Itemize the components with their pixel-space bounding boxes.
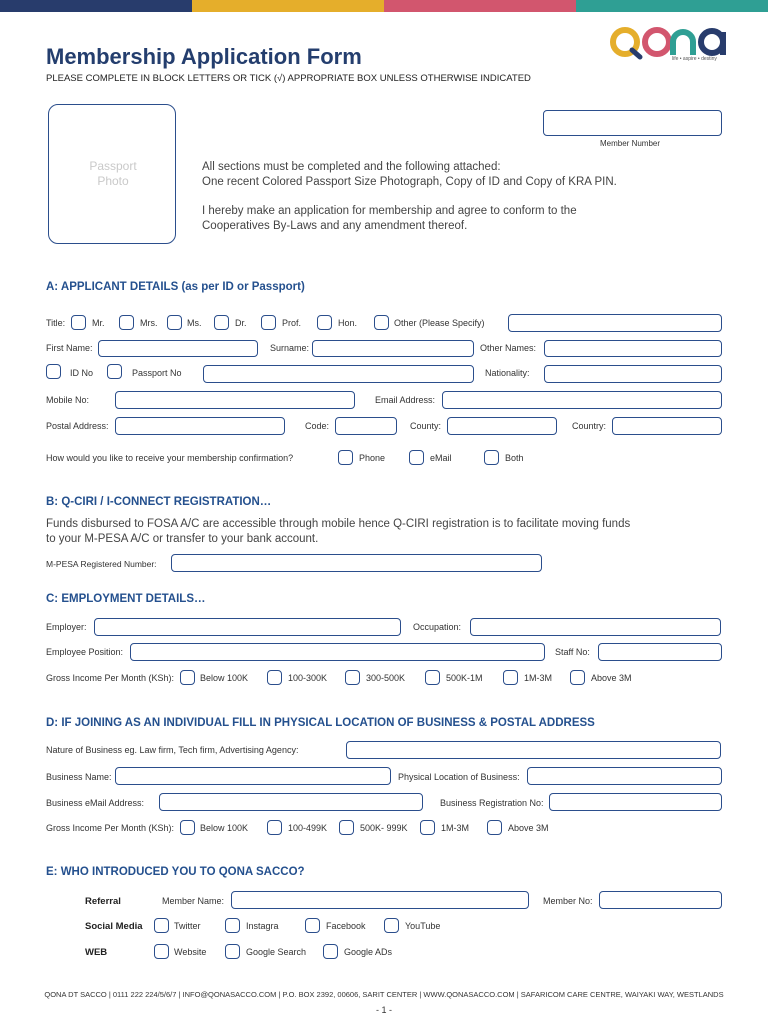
intro-line-4: Cooperatives By-Laws and any amendment thereof. <box>202 220 468 232</box>
web-google-ads-checkbox[interactable] <box>323 944 338 959</box>
title-dr-checkbox[interactable] <box>214 315 229 330</box>
title-prof-checkbox[interactable] <box>261 315 276 330</box>
section-a-heading: A: APPLICANT DETAILS (as per ID or Passport) <box>46 281 305 293</box>
bus-income-above3m-checkbox[interactable] <box>487 820 502 835</box>
email-label: Email Address: <box>375 395 436 405</box>
emp-income-below100k-label: Below 100K <box>200 673 249 683</box>
confirm-email-label: eMail <box>430 453 452 463</box>
confirm-phone-checkbox[interactable] <box>338 450 353 465</box>
title-hon-label: Hon. <box>338 318 358 328</box>
bus-income-1m-3m-checkbox[interactable] <box>420 820 435 835</box>
employee-position-field[interactable] <box>130 643 545 661</box>
confirm-both-label: Both <box>505 453 524 463</box>
id-passport-field[interactable] <box>203 365 474 383</box>
physical-location-label: Physical Location of Business: <box>398 772 520 782</box>
business-name-field[interactable] <box>115 767 391 785</box>
web-google-search-label: Google Search <box>246 947 307 957</box>
country-label: Country: <box>572 421 607 431</box>
intro-line-2: One recent Colored Passport Size Photograph, Copy of ID and Copy of KRA PIN. <box>202 176 617 188</box>
social-instagram-checkbox[interactable] <box>225 918 240 933</box>
mpesa-field[interactable] <box>171 554 542 572</box>
title-dr-label: Dr. <box>235 318 247 328</box>
passport-no-checkbox[interactable] <box>107 364 122 379</box>
first-name-field[interactable] <box>98 340 258 357</box>
employer-label: Employer: <box>46 622 87 632</box>
logo-tagline: life • aspire • destiny <box>672 56 717 62</box>
code-label: Code: <box>305 421 330 431</box>
emp-income-above3m-label: Above 3M <box>591 673 632 683</box>
page-subtitle: PLEASE COMPLETE IN BLOCK LETTERS OR TICK (√) APPROPRIATE BOX UNLESS OTHERWISE INDICATED <box>46 73 531 84</box>
social-instagram-label: Instagra <box>246 921 279 931</box>
bus-income-below100k-label: Below 100K <box>200 823 249 833</box>
postal-address-field[interactable] <box>115 417 285 435</box>
bus-income-above3m-label: Above 3M <box>508 823 549 833</box>
title-other-field[interactable] <box>508 314 722 332</box>
section-b-para-1: Funds disbursed to FOSA A/C are accessible through mobile hence Q-CIRI registration is to facilitate moving funds <box>46 518 631 530</box>
nationality-field[interactable] <box>544 365 722 383</box>
code-field[interactable] <box>335 417 397 435</box>
title-ms-checkbox[interactable] <box>167 315 182 330</box>
web-label: WEB <box>85 947 108 958</box>
employer-field[interactable] <box>94 618 401 636</box>
intro-line-3: I hereby make an application for membership and agree to conform to the <box>202 205 577 217</box>
social-twitter-checkbox[interactable] <box>154 918 169 933</box>
id-no-label: ID No <box>70 368 94 378</box>
page-title: Membership Application Form <box>46 44 362 69</box>
mpesa-label: M-PESA Registered Number: <box>46 559 157 569</box>
social-facebook-checkbox[interactable] <box>305 918 320 933</box>
social-facebook-label: Facebook <box>326 921 366 931</box>
title-mrs-checkbox[interactable] <box>119 315 134 330</box>
title-label: Title: <box>46 318 66 328</box>
section-d-heading: D: IF JOINING AS AN INDIVIDUAL FILL IN PHYSICAL LOCATION OF BUSINESS & POSTAL ADDRESS <box>46 717 595 729</box>
business-reg-no-field[interactable] <box>549 793 722 811</box>
employment-income-label: Gross Income Per Month (KSh): <box>46 673 175 683</box>
staff-no-field[interactable] <box>598 643 722 661</box>
emp-income-100-300k-checkbox[interactable] <box>267 670 282 685</box>
section-b-para-2: to your M-PESA A/C or transfer to your bank account. <box>46 533 319 545</box>
bus-income-500-999k-label: 500K- 999K <box>360 823 408 833</box>
referral-member-name-field[interactable] <box>231 891 529 909</box>
other-names-field[interactable] <box>544 340 722 357</box>
footer-contact: QONA DT SACCO | 0111 222 224/5/6/7 | INFO@QONASACCO.COM | P.O. BOX 2392, 00606, SARIT CENTER | WWW.QONASACCO.COM | SAFARICOM CARE CENTRE, WAIYAKI WAY, WESTLANDS <box>44 990 724 999</box>
emp-income-500k-1m-label: 500K-1M <box>446 673 483 683</box>
nationality-label: Nationality: <box>485 368 530 378</box>
member-number-label: Member Number <box>600 139 661 148</box>
bus-income-100-499k-label: 100-499K <box>288 823 328 833</box>
web-google-ads-label: Google ADs <box>344 947 393 957</box>
email-field[interactable] <box>442 391 722 409</box>
referral-member-no-field[interactable] <box>599 891 722 909</box>
title-hon-checkbox[interactable] <box>317 315 332 330</box>
member-number-field[interactable] <box>543 110 722 136</box>
physical-location-field[interactable] <box>527 767 722 785</box>
section-e-heading: E: WHO INTRODUCED YOU TO QONA SACCO? <box>46 866 305 878</box>
confirm-email-checkbox[interactable] <box>409 450 424 465</box>
referral-member-no-label: Member No: <box>543 896 593 906</box>
occupation-field[interactable] <box>470 618 721 636</box>
title-other-checkbox[interactable] <box>374 315 389 330</box>
county-field[interactable] <box>447 417 557 435</box>
web-website-label: Website <box>174 947 207 957</box>
social-youtube-checkbox[interactable] <box>384 918 399 933</box>
title-other-label: Other (Please Specify) <box>394 318 485 328</box>
first-name-label: First Name: <box>46 343 93 353</box>
nature-of-business-label: Nature of Business eg. Law firm, Tech firm, Advertising Agency: <box>46 745 299 755</box>
member-name-label: Member Name: <box>162 896 225 906</box>
mobile-label: Mobile No: <box>46 395 90 405</box>
confirm-phone-label: Phone <box>359 453 386 463</box>
occupation-label: Occupation: <box>413 622 462 632</box>
nature-of-business-field[interactable] <box>346 741 721 759</box>
page-number: - 1 - <box>375 1005 392 1015</box>
title-mrs-label: Mrs. <box>140 318 158 328</box>
social-youtube-label: YouTube <box>405 921 441 931</box>
id-no-checkbox[interactable] <box>46 364 61 379</box>
confirm-both-checkbox[interactable] <box>484 450 499 465</box>
title-mr-checkbox[interactable] <box>71 315 86 330</box>
bus-income-500-999k-checkbox[interactable] <box>339 820 354 835</box>
emp-income-above3m-checkbox[interactable] <box>570 670 585 685</box>
staff-no-label: Staff No: <box>555 647 590 657</box>
web-website-checkbox[interactable] <box>154 944 169 959</box>
top-bar-teal <box>576 0 768 12</box>
emp-income-300-500k-checkbox[interactable] <box>345 670 360 685</box>
emp-income-500k-1m-checkbox[interactable] <box>425 670 440 685</box>
surname-field[interactable] <box>312 340 474 357</box>
bus-income-100-499k-checkbox[interactable] <box>267 820 282 835</box>
section-b-heading: B: Q-CIRI / I-CONNECT REGISTRATION… <box>46 496 272 508</box>
mobile-field[interactable] <box>115 391 355 409</box>
emp-income-1m-3m-checkbox[interactable] <box>503 670 518 685</box>
other-names-label: Other Names: <box>480 343 537 353</box>
section-c-heading: C: EMPLOYMENT DETAILS… <box>46 593 206 605</box>
title-prof-label: Prof. <box>282 318 302 328</box>
emp-income-1m-3m-label: 1M-3M <box>524 673 553 683</box>
surname-label: Surname: <box>270 343 310 353</box>
bus-income-below100k-checkbox[interactable] <box>180 820 195 835</box>
postal-address-label: Postal Address: <box>46 421 109 431</box>
web-google-search-checkbox[interactable] <box>225 944 240 959</box>
social-twitter-label: Twitter <box>174 921 201 931</box>
business-name-label: Business Name: <box>46 772 112 782</box>
emp-income-below100k-checkbox[interactable] <box>180 670 195 685</box>
business-reg-no-label: Business Registration No: <box>440 798 544 808</box>
top-bar-yellow <box>192 0 384 12</box>
confirmation-question: How would you like to receive your membership confirmation? <box>46 453 294 463</box>
country-field[interactable] <box>612 417 722 435</box>
referral-label: Referral <box>85 896 121 907</box>
title-ms-label: Ms. <box>187 318 202 328</box>
emp-income-100-300k-label: 100-300K <box>288 673 328 683</box>
bus-income-1m-3m-label: 1M-3M <box>441 823 470 833</box>
employee-position-label: Employee Position: <box>46 647 124 657</box>
business-income-label: Gross Income Per Month (KSh): <box>46 823 175 833</box>
passport-no-label: Passport No <box>132 368 182 378</box>
business-email-label: Business eMail Address: <box>46 798 145 808</box>
top-bar-pink <box>384 0 576 12</box>
passport-photo-label: Passport Photo <box>89 159 137 188</box>
passport-photo-box[interactable] <box>48 104 176 244</box>
title-mr-label: Mr. <box>92 318 105 328</box>
intro-line-1: All sections must be completed and the following attached: <box>202 161 501 173</box>
top-bar-navy <box>0 0 192 12</box>
county-label: County: <box>410 421 442 431</box>
business-email-field[interactable] <box>159 793 423 811</box>
social-media-label: Social Media <box>85 921 143 932</box>
emp-income-300-500k-label: 300-500K <box>366 673 406 683</box>
